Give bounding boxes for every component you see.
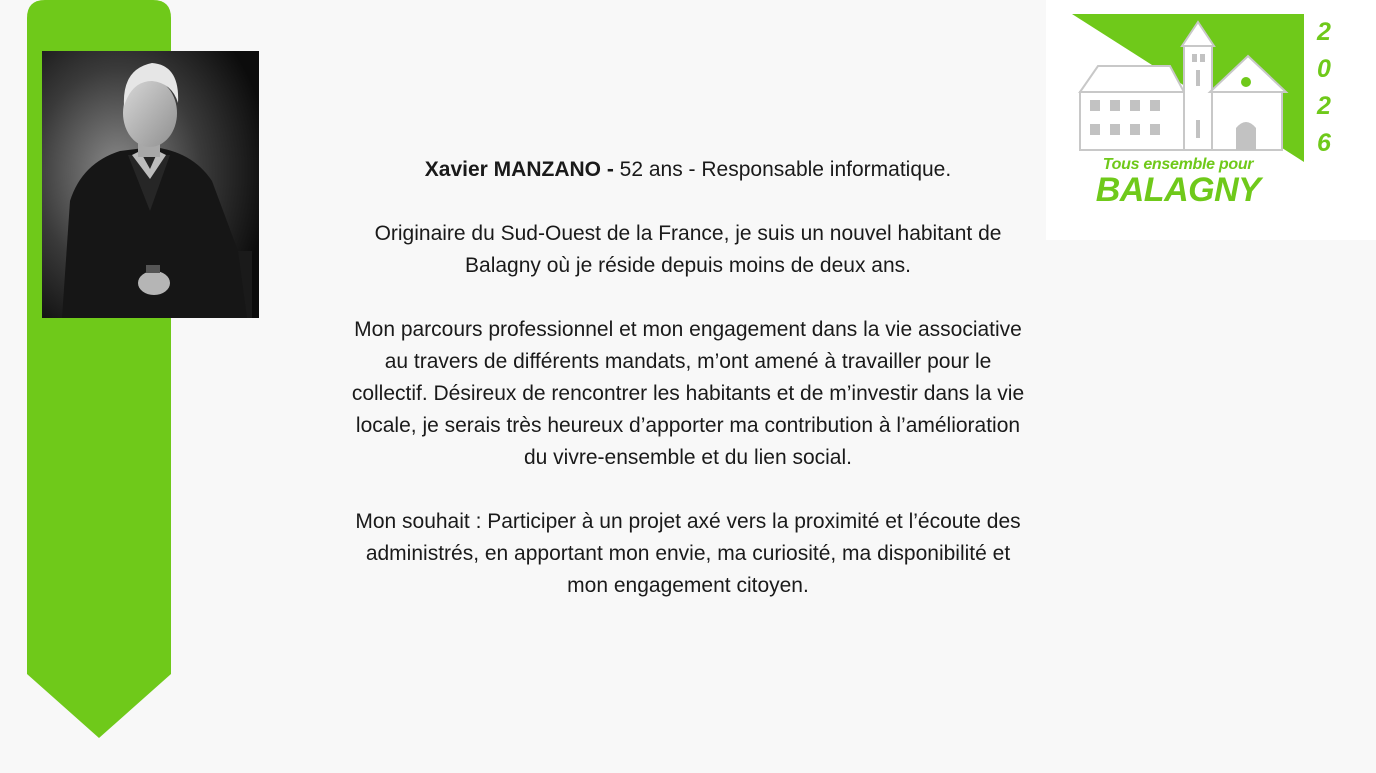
- logo-tagline: Tous ensemble pour: [1102, 156, 1254, 173]
- bio-paragraph-career: Mon parcours professionnel et mon engagement dans la vie associative au travers de différents mandats, m’ont amené à travailler pour le collectif. Désireux de rencontrer les habitants et de m’investir dans la vie locale, je serais très heureux d’apporter ma contribution à l’amélioration du vivre-ensemble et du lien social.: [351, 318, 1025, 469]
- biography: [350, 154, 1026, 634]
- logo-year-digit: 6: [1317, 129, 1331, 157]
- logo-town-name: BALAGNY: [1095, 171, 1261, 209]
- logo-year-digit: 2: [1317, 18, 1331, 46]
- portrait-photo: [42, 51, 259, 318]
- person-summary: 52 ans - Responsable informatique.: [613, 158, 952, 181]
- bio-paragraph-wish: Mon souhait : Participer à un projet axé vers la proximité et l’écoute des administrés, en apportant mon envie, ma curiosité, ma disponibilité et mon engagement citoyen.: [355, 510, 1021, 597]
- logo-year-digit: 0: [1317, 55, 1331, 83]
- bio-heading: [350, 154, 1026, 186]
- person-name: Xavier MANZANO -: [424, 158, 614, 181]
- logo-year-digit: 2: [1317, 92, 1331, 120]
- bio-paragraph-origin: Originaire du Sud-Ouest de la France, je suis un nouvel habitant de Balagny où je réside depuis moins de deux ans.: [374, 222, 1002, 277]
